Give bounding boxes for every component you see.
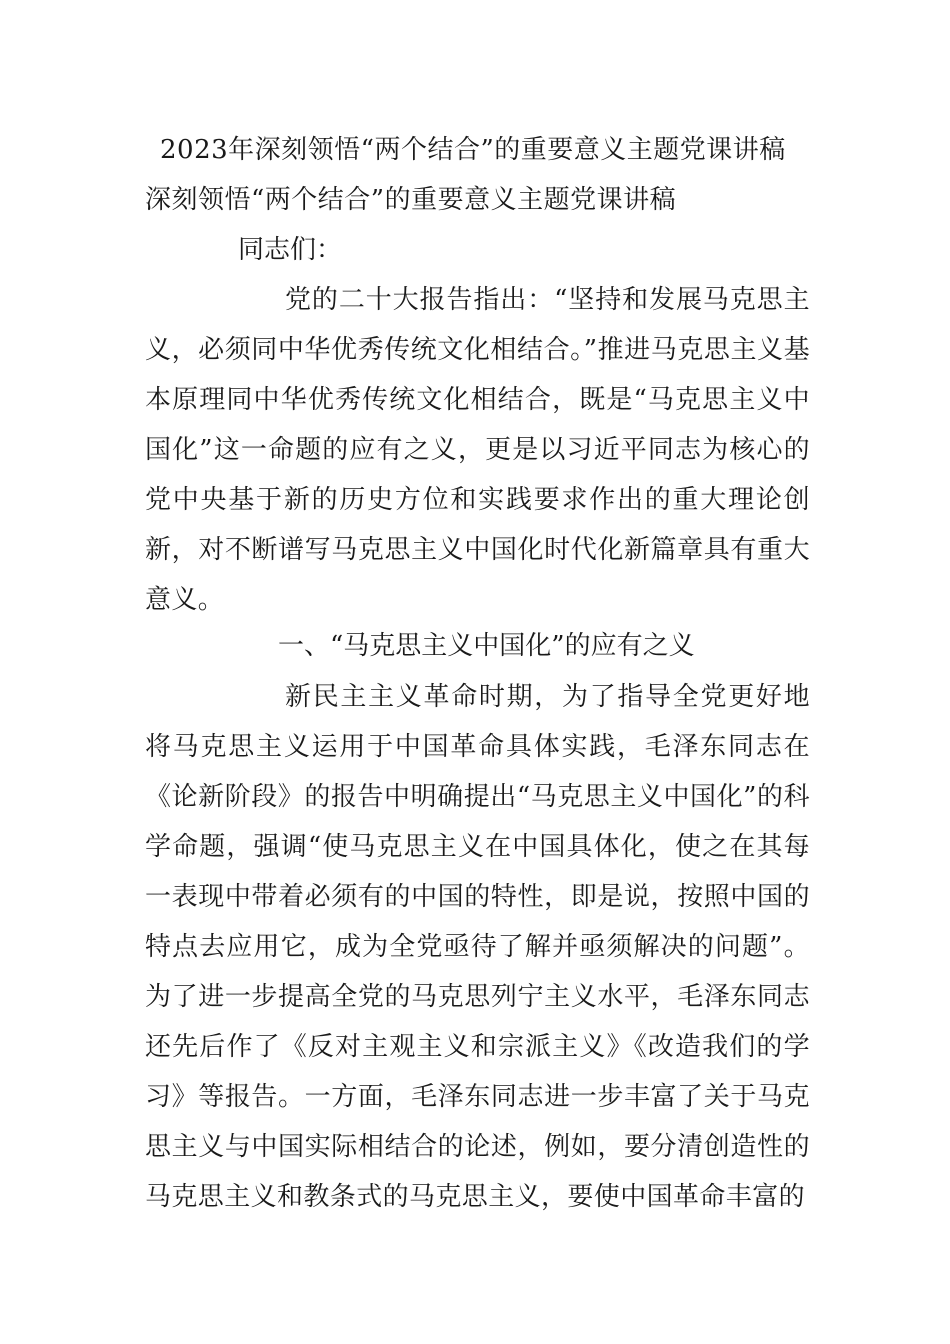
paragraph-intro: 党的二十大报告指出：“坚持和发展马克思主义，必须同中华优秀传统文化相结合。”推进马克思主义基本原理同中华优秀传统文化相结合，既是“马克思主义中国化”这一命题的应有之义，更是以习近平同志为核心的党中央基于新的历史方位和实践要求作出的重大理论创新，对不断谱写马克思主义中国化时代化新篇章具有重大意义。	[145, 285, 810, 615]
document-title: 2023年深刻领悟“两个结合”的重要意义主题党课讲稿	[160, 135, 786, 165]
salutation: 同志们：	[238, 235, 343, 265]
section-heading-1: 一、“马克思主义中国化”的应有之义	[278, 631, 695, 661]
paragraph-section-1: 新民主主义革命时期，为了指导全党更好地将马克思主义运用于中国革命具体实践，毛泽东同志在《论新阶段》的报告中明确提出“马克思主义中国化”的科学命题，强调“使马克思主义在中国具体化，使之在其每一表现中带着必须有的中国的特性，即是说，按照中国的特点去应用它，成为全党亟待了解并亟须解决的问题”。为了进一步提高全党的马克思列宁主义水平，毛泽东同志还先后作了《反对主观主义和宗派主义》《改造我们的学习》等报告。一方面，毛泽东同志进一步丰富了关于马克思主义与中国实际相结合的论述，例如，要分清创造性的马克思主义和教条式的马克思主义，要使中国革命丰富的	[145, 682, 810, 1212]
document-subtitle: 深刻领悟“两个结合”的重要意义主题党课讲稿	[145, 185, 677, 215]
